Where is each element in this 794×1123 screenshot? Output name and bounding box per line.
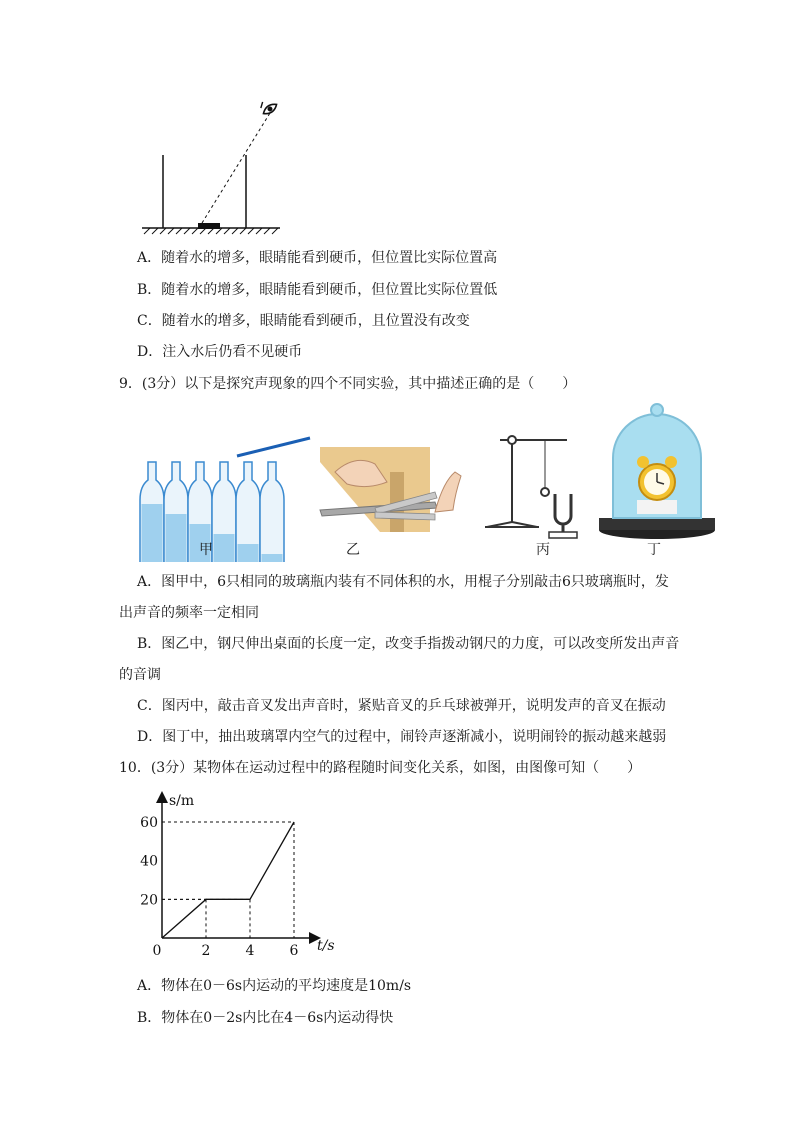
- y-axis-label: s/m: [169, 793, 195, 809]
- stand-base: [485, 522, 539, 527]
- x-axis-label: t/s: [317, 938, 335, 954]
- q9-option-b-line2: 的音调: [119, 667, 161, 683]
- st-series-line: [162, 822, 294, 938]
- q9-option-a-line1: A．图甲中，6只相同的玻璃瓶内装有不同体积的水，用棍子分别敲击6只玻璃瓶时，发: [137, 574, 669, 590]
- tuning-fork-experiment: [485, 436, 577, 538]
- pingpong-ball: [541, 488, 549, 496]
- q9-option-d: D．图丁中，抽出玻璃罩内空气的过程中，闹铃声逐渐减小，说明闹铃的振动越来越弱: [137, 729, 667, 745]
- figure-label-ding: 丁: [647, 542, 661, 558]
- bottles-experiment: [140, 438, 310, 562]
- q10-stem: 10．(3分）某物体在运动过程中的路程随时间变化关系，如图，由图像可知（ ）: [119, 760, 642, 776]
- jar-base: [599, 518, 715, 530]
- q10-st-chart: [140, 788, 350, 960]
- x-tick-label: 2: [201, 943, 211, 959]
- q9-option-b-line1: B．图乙中，钢尺伸出桌面的长度一定，改变手指拨动钢尺的力度，可以改变所发出声音: [137, 636, 680, 652]
- x-tick-label: 6: [289, 943, 299, 959]
- y-tick-label: 60: [140, 815, 158, 831]
- bottle-2: [164, 462, 188, 562]
- q10-option-a: A．物体在0－6s内运动的平均速度是10m/s: [137, 978, 412, 994]
- q8-coin-figure: [130, 95, 300, 235]
- q9-option-a-line2: 出声音的频率一定相同: [119, 605, 259, 621]
- figure-label-yi: 乙: [346, 542, 360, 558]
- bottle-1: [140, 462, 164, 562]
- q8-option-b: B．随着水的增多，眼睛能看到硬币，但位置比实际位置低: [137, 282, 498, 298]
- bottle-5: [236, 462, 260, 562]
- ruler-experiment: [320, 447, 461, 532]
- striking-stick: [237, 438, 310, 456]
- x-tick-label: 4: [245, 943, 255, 959]
- y-tick-label: 40: [140, 853, 158, 870]
- fork-base: [549, 532, 577, 538]
- origin-label: 0: [152, 943, 162, 959]
- q9-stem: 9．(3分）以下是探究声现象的四个不同实验，其中描述正确的是（ ）: [119, 376, 577, 392]
- figure-label-bing: 丙: [536, 542, 550, 558]
- y-tick-label: 20: [140, 892, 158, 909]
- q8-option-a: A．随着水的增多，眼睛能看到硬币，但位置比实际位置高: [137, 250, 498, 266]
- bell-jar-experiment: [599, 404, 715, 539]
- q9-figure: [135, 402, 715, 562]
- bottle-6: [260, 462, 284, 562]
- eye-icon: [258, 96, 279, 116]
- q10-option-b: B．物体在0－2s内比在4－6s内运动得快: [137, 1010, 394, 1026]
- q9-option-c: C．图丙中，敲击音叉发出声音时，紧贴音叉的乒乓球被弹开，说明发声的音叉在振动: [137, 698, 666, 714]
- hand-pluck: [435, 472, 461, 512]
- coin: [198, 223, 220, 229]
- sight-line: [202, 113, 270, 223]
- q8-option-c: C．随着水的增多，眼睛能看到硬币，且位置没有改变: [137, 313, 470, 329]
- q8-option-d: D．注入水后仍看不见硬币: [137, 344, 303, 360]
- tuning-fork: [555, 494, 571, 532]
- figure-label-jia: 甲: [199, 542, 213, 558]
- bottle-4: [212, 462, 236, 562]
